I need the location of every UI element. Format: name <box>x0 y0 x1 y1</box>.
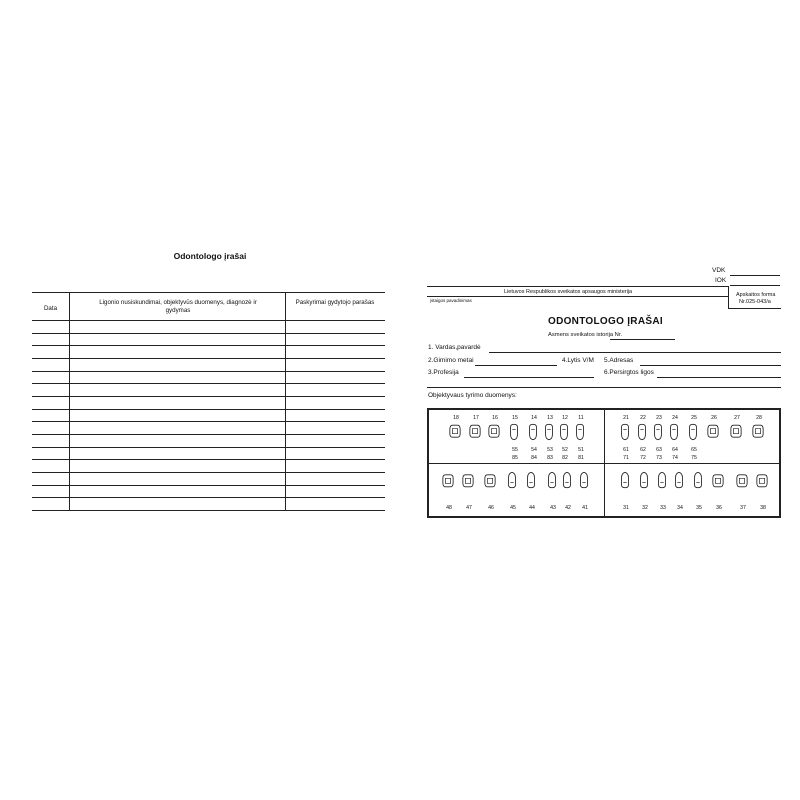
tooth-icon[interactable] <box>656 470 668 490</box>
tooth-number: 75 <box>691 455 697 461</box>
address-field[interactable] <box>640 365 781 366</box>
tooth-icon[interactable] <box>578 470 590 490</box>
tooth-number: 17 <box>473 415 479 421</box>
tooth-number: 26 <box>711 415 717 421</box>
ministry-name: Lietuvos Respublikos sveikatos apsaugos ministerija <box>504 289 633 295</box>
table-row[interactable] <box>32 434 385 435</box>
tooth-icon[interactable] <box>508 422 520 442</box>
tooth-number: 25 <box>691 415 697 421</box>
name-label: 1. Vardas,pavardė <box>428 344 481 351</box>
iok-field[interactable] <box>730 285 780 286</box>
tooth-number: 71 <box>623 455 629 461</box>
tooth-number: 64 <box>672 447 678 453</box>
tooth-icon[interactable] <box>558 422 570 442</box>
tooth-number: 15 <box>512 415 518 421</box>
tooth-number: 18 <box>453 415 459 421</box>
table-row[interactable] <box>32 358 385 359</box>
table-row[interactable] <box>32 459 385 460</box>
diseases-field[interactable] <box>657 377 781 378</box>
table-row[interactable] <box>32 383 385 384</box>
sex-label: 4.Lytis V/M <box>562 357 594 364</box>
tooth-number: 74 <box>672 455 678 461</box>
tooth-number: 54 <box>531 447 537 453</box>
dental-chart <box>427 408 781 518</box>
tooth-number: 65 <box>691 447 697 453</box>
tooth-icon[interactable] <box>543 422 555 442</box>
tooth-number: 47 <box>466 505 472 511</box>
tooth-number: 36 <box>716 505 722 511</box>
tooth-icon[interactable] <box>488 422 500 442</box>
tooth-number: 22 <box>640 415 646 421</box>
tooth-number: 13 <box>547 415 553 421</box>
tooth-icon[interactable] <box>668 422 680 442</box>
tooth-icon[interactable] <box>707 422 719 442</box>
objective-label: Objektyvaus tyrimo duomenys: <box>428 392 517 399</box>
tooth-icon[interactable] <box>752 422 764 442</box>
tooth-icon[interactable] <box>469 422 481 442</box>
tooth-number: 28 <box>756 415 762 421</box>
tooth-icon[interactable] <box>638 470 650 490</box>
history-number-field[interactable] <box>610 339 675 340</box>
tooth-icon[interactable] <box>484 470 496 490</box>
form-title: ODONTOLOGO ĮRAŠAI <box>548 316 663 327</box>
left-page-title: Odontologo įrašai <box>173 251 247 261</box>
tooth-icon[interactable] <box>712 470 724 490</box>
tooth-icon[interactable] <box>506 470 518 490</box>
vdk-label: VDK <box>712 267 726 274</box>
tooth-number: 44 <box>529 505 535 511</box>
form-number: Nr.025-043/a <box>739 299 771 305</box>
tooth-number: 31 <box>623 505 629 511</box>
tooth-number: 62 <box>640 447 646 453</box>
diseases-label: 6.Persirgtos ligos <box>604 369 654 376</box>
tooth-number: 32 <box>642 505 648 511</box>
tooth-number: 41 <box>582 505 588 511</box>
tooth-number: 27 <box>734 415 740 421</box>
tooth-icon[interactable] <box>756 470 768 490</box>
tooth-icon[interactable] <box>652 422 664 442</box>
tooth-icon[interactable] <box>692 470 704 490</box>
tooth-number: 23 <box>656 415 662 421</box>
table-row[interactable] <box>32 485 385 486</box>
tooth-icon[interactable] <box>561 470 573 490</box>
tooth-icon[interactable] <box>619 470 631 490</box>
tooth-icon[interactable] <box>442 470 454 490</box>
form-box-bottom <box>728 308 781 309</box>
birth-field[interactable] <box>475 365 557 366</box>
tooth-number: 21 <box>623 415 629 421</box>
header-divider <box>728 286 729 308</box>
tooth-icon[interactable] <box>546 470 558 490</box>
chart-midline-horizontal <box>429 463 779 464</box>
tooth-number: 63 <box>656 447 662 453</box>
tooth-icon[interactable] <box>736 470 748 490</box>
tooth-number: 24 <box>672 415 678 421</box>
name-field[interactable] <box>489 352 781 353</box>
tooth-number: 55 <box>512 447 518 453</box>
tooth-number: 48 <box>446 505 452 511</box>
tooth-number: 82 <box>562 455 568 461</box>
tooth-number: 16 <box>492 415 498 421</box>
tooth-icon[interactable] <box>527 422 539 442</box>
tooth-number: 83 <box>547 455 553 461</box>
tooth-number: 85 <box>512 455 518 461</box>
column-divider <box>285 293 286 510</box>
tooth-number: 38 <box>760 505 766 511</box>
table-row[interactable] <box>32 472 385 473</box>
birth-label: 2.Gimimo metai <box>428 357 474 364</box>
address-label: 5.Adresas <box>604 357 634 364</box>
tooth-icon[interactable] <box>525 470 537 490</box>
tooth-number: 11 <box>578 415 584 421</box>
tooth-icon[interactable] <box>673 470 685 490</box>
tooth-number: 84 <box>531 455 537 461</box>
column-header-date: Data <box>43 305 58 312</box>
tooth-number: 14 <box>531 415 537 421</box>
tooth-icon[interactable] <box>730 422 742 442</box>
header-rule <box>427 286 728 287</box>
profession-field[interactable] <box>464 377 594 378</box>
column-header-notes: Ligonio nusiskundimai, objektyvūs duomenys, diagnozė ir gydymas <box>99 299 257 314</box>
column-divider <box>69 293 70 510</box>
tooth-number: 45 <box>510 505 516 511</box>
tooth-icon[interactable] <box>619 422 631 442</box>
tooth-number: 46 <box>488 505 494 511</box>
tooth-number: 42 <box>565 505 571 511</box>
profession-label: 3.Profesija <box>428 369 459 376</box>
table-row[interactable] <box>32 421 385 422</box>
records-table <box>32 292 385 511</box>
column-header-signature: Paskyrimai gydytojo parašas <box>295 299 375 306</box>
tooth-icon[interactable] <box>574 422 586 442</box>
history-label: Asmens sveikatos istorija Nr. <box>548 332 623 338</box>
iok-label: IOK <box>715 277 727 284</box>
form-label: Apskaitos forma <box>736 292 776 298</box>
tooth-icon[interactable] <box>462 470 474 490</box>
tooth-icon[interactable] <box>449 422 461 442</box>
diseases-field-continued[interactable] <box>427 387 781 388</box>
tooth-icon[interactable] <box>687 422 699 442</box>
vdk-field[interactable] <box>730 275 780 276</box>
tooth-number: 51 <box>578 447 584 453</box>
table-row[interactable] <box>32 396 385 397</box>
tooth-number: 61 <box>623 447 629 453</box>
tooth-number: 33 <box>660 505 666 511</box>
table-row[interactable] <box>32 447 385 448</box>
institution-field[interactable] <box>427 296 728 297</box>
tooth-number: 43 <box>550 505 556 511</box>
tooth-icon[interactable] <box>636 422 648 442</box>
tooth-number: 52 <box>562 447 568 453</box>
table-row[interactable] <box>32 497 385 498</box>
tooth-number: 73 <box>656 455 662 461</box>
tooth-number: 34 <box>677 505 683 511</box>
table-row[interactable] <box>32 409 385 410</box>
table-row[interactable] <box>32 371 385 372</box>
table-row[interactable] <box>32 320 385 321</box>
tooth-number: 37 <box>740 505 746 511</box>
tooth-number: 72 <box>640 455 646 461</box>
tooth-number: 35 <box>696 505 702 511</box>
tooth-number: 12 <box>562 415 568 421</box>
tooth-number: 81 <box>578 455 584 461</box>
table-row[interactable] <box>32 333 385 334</box>
tooth-number: 53 <box>547 447 553 453</box>
institution-label: įstaigos pavadinimas <box>430 298 472 303</box>
table-row[interactable] <box>32 345 385 346</box>
